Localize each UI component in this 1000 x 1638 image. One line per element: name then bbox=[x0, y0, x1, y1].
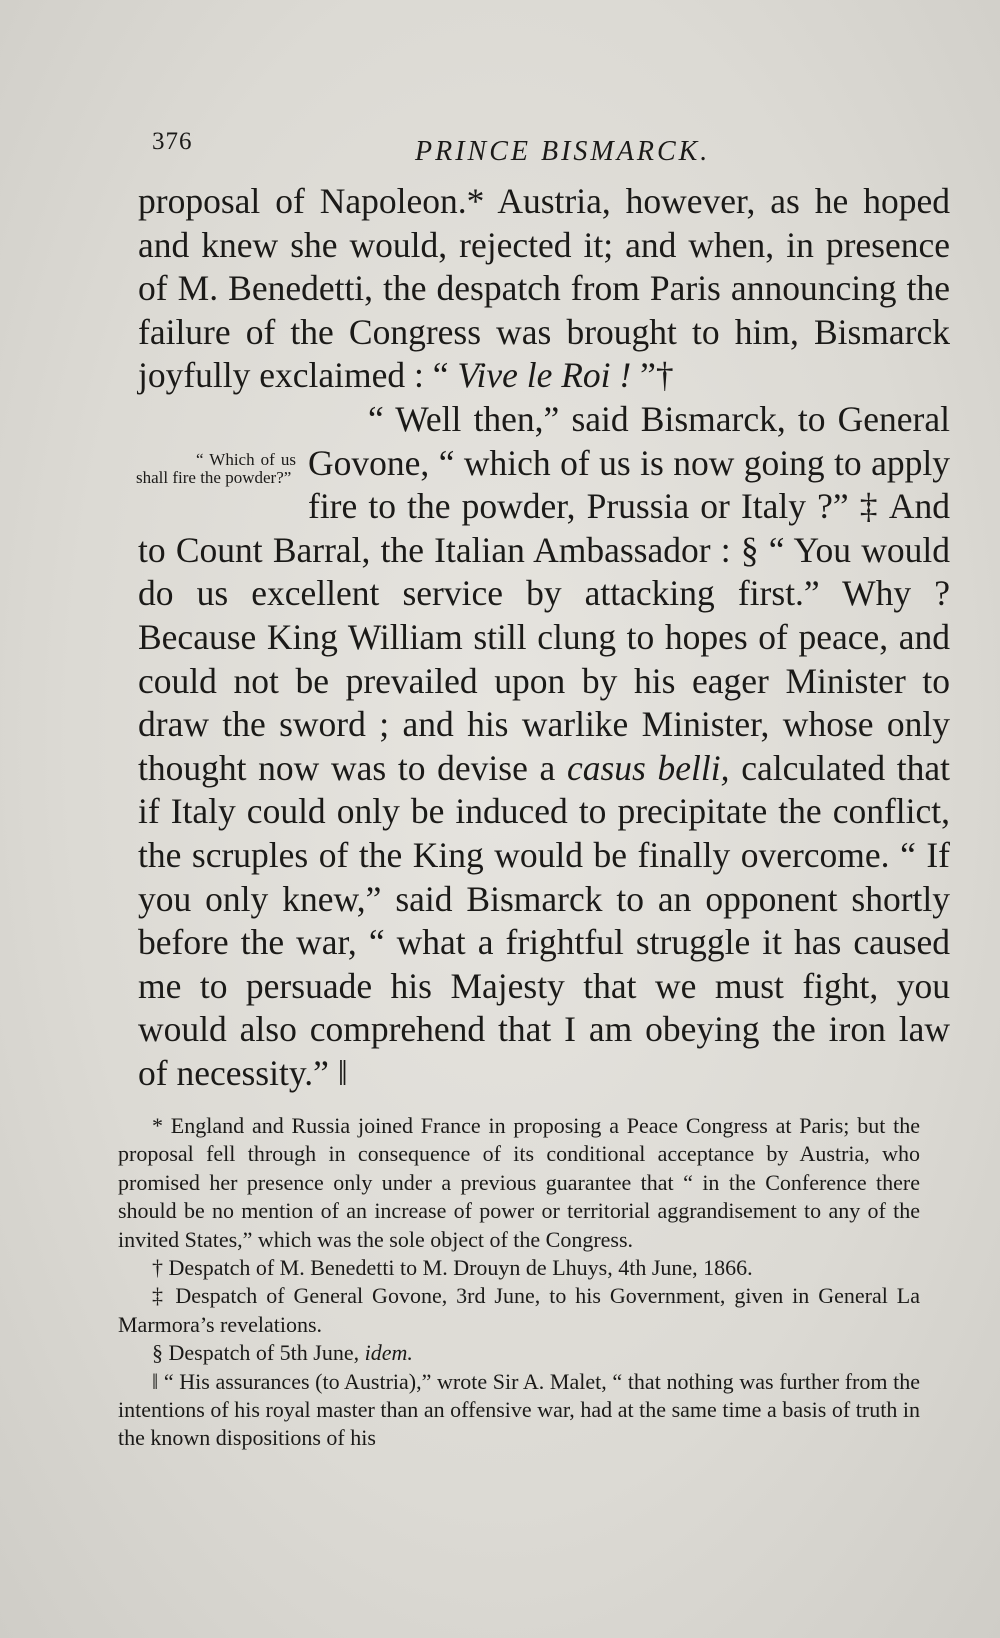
footnote-4-italic: idem. bbox=[364, 1340, 413, 1366]
paragraph-2-text-end: calculated that if Italy could only be induced to precipitate the conflict, the scruples of the King would be finally overcome. “ If you only knew,” said Bismarck to an opponent shortly before the war, “ what a frightful struggle it has caused me to persuade his Majesty that we must fight, you would also comprehend that I am obeying the iron law of necessity.” ‖ bbox=[138, 747, 951, 1093]
footnote-4-text: § Despatch of 5th June, bbox=[152, 1340, 365, 1366]
paragraph-2-text: “ Well then,” said Bismarck, to General Govone, “ which of us is now going to apply fire to the powder, Prussia or Italy ?” ‡ And to Count Barral, the Italian Ambassador : § “ You would do us excellent service by attacking first.” Why ? Because King William still clung to hopes of peace, and could not be prevailed upon by his eager Minister to draw the sword ; and his warlike Minister, whose only thought now was to devise a bbox=[138, 398, 950, 788]
paragraph-1-text-end: ”† bbox=[631, 355, 674, 396]
sidenote-spacer bbox=[138, 398, 308, 528]
footnote-2: † Despatch of M. Benedetti to M. Drouyn de Lhuys, 4th June, 1866. bbox=[152, 1255, 753, 1281]
footnote-5: ‖ “ His assurances (to Austria),” wrote Sir A. Malet, “ that nothing was further from the intentions of his royal master than an offensive war, had at the same time a basis of truth in the known dispositions of his bbox=[118, 1368, 920, 1451]
footnotes bbox=[118, 1112, 920, 1453]
footnote-1: * England and Russia joined France in proposing a Peace Congress at Paris; but the proposal fell through in consequence of its conditional acceptance by Austria, who promised her presence only under a previous guarantee that “ in the Conference there should be no mention of an increase of power or territorial aggrandisement to any of the invited States,” which was the sole object of the Congress. bbox=[118, 1113, 920, 1252]
page-number: 376 bbox=[152, 128, 193, 155]
footnote-3: ‡ Despatch of General Govone, 3rd June, to his Government, given in General La Marmora’s revelations. bbox=[118, 1283, 920, 1337]
footnote-4 bbox=[118, 1339, 920, 1367]
paragraph-2-italic: casus belli, bbox=[566, 747, 730, 788]
paragraph-2 bbox=[138, 398, 950, 1096]
paragraph-1-text: proposal of Napoleon.* Austria, however, as he hoped and knew she would, rejected it; and when, in presence of M. Benedetti, the despatch from Paris announcing the failure of the Congress was brought to him, Bismarck joyfully exclaimed : “ bbox=[138, 181, 950, 396]
marginal-sidenote: “ Which of us shall fire the powder?” bbox=[136, 449, 296, 487]
running-head bbox=[150, 120, 910, 170]
running-title: PRINCE BISMARCK. bbox=[415, 136, 711, 167]
body-text bbox=[138, 180, 950, 1095]
paragraph-1-italic: Vive le Roi ! bbox=[457, 355, 632, 396]
paragraph-1 bbox=[138, 180, 950, 398]
